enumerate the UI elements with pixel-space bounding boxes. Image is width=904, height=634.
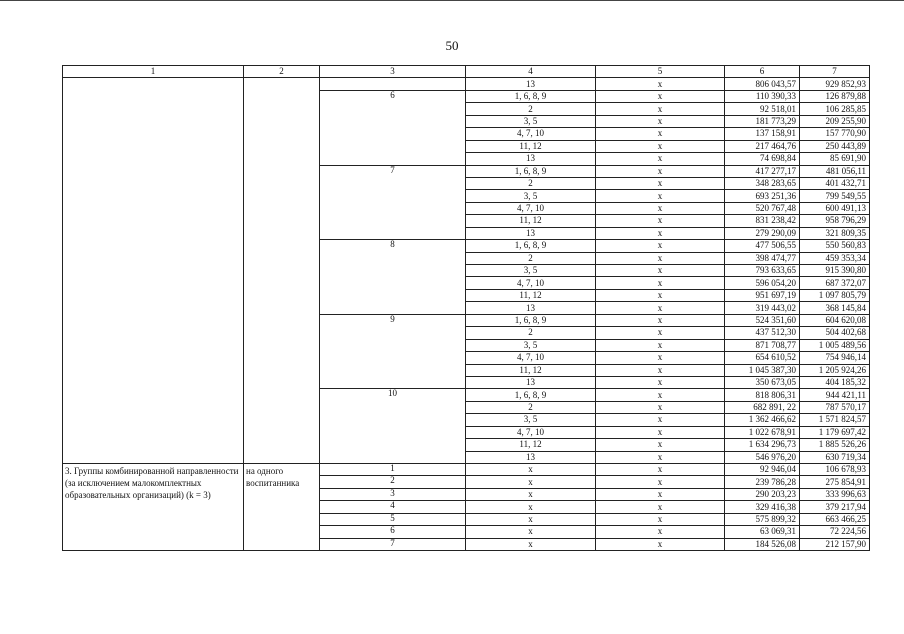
value-cell: 290 203,23 — [725, 488, 800, 500]
value-cell: 368 145,84 — [800, 302, 870, 314]
value-cell: 481 056,11 — [800, 165, 870, 177]
value-cell: 404 185,32 — [800, 376, 870, 388]
header-row — [63, 66, 870, 78]
value-cell: 546 976,20 — [725, 451, 800, 463]
category-cell: 3. Группы комбинированной направленности (за исключением малокомплектных образовательных организаций) (k = 3) — [63, 464, 244, 551]
value-cell: 74 698,84 — [725, 153, 800, 165]
mark-cell: x — [596, 140, 725, 152]
value-cell: 693 251,36 — [725, 190, 800, 202]
group-number-cell — [320, 78, 466, 90]
page-number: 50 — [445, 38, 459, 53]
value-cell: 687 372,07 — [800, 277, 870, 289]
code-cell: 2 — [466, 103, 596, 115]
mark-cell: x — [596, 389, 725, 401]
mark-cell: x — [596, 364, 725, 376]
mark-cell: x — [596, 376, 725, 388]
value-cell: 1 205 924,26 — [800, 364, 870, 376]
group-number-cell: 6 — [320, 90, 466, 165]
value-cell: 184 526,08 — [725, 538, 800, 550]
mark-cell: x — [596, 90, 725, 102]
group-number-cell: 6 — [320, 526, 466, 538]
mark-cell: x — [596, 464, 725, 476]
value-cell: 437 512,30 — [725, 327, 800, 339]
header-cell: 6 — [725, 66, 800, 78]
code-cell: 4, 7, 10 — [466, 352, 596, 364]
value-cell: 321 809,35 — [800, 227, 870, 239]
mark-cell: x — [596, 302, 725, 314]
code-cell: 3, 5 — [466, 265, 596, 277]
value-cell: 157 770,90 — [800, 128, 870, 140]
group-number-cell: 8 — [320, 240, 466, 315]
header-cell: 5 — [596, 66, 725, 78]
unit-cell: на одного воспитанника — [244, 464, 320, 551]
code-cell: 4, 7, 10 — [466, 202, 596, 214]
code-cell: x — [466, 501, 596, 513]
value-cell: 604 620,08 — [800, 314, 870, 326]
value-cell: 217 464,76 — [725, 140, 800, 152]
value-cell: 630 719,34 — [800, 451, 870, 463]
code-cell: 11, 12 — [466, 215, 596, 227]
code-cell: 3, 5 — [466, 339, 596, 351]
value-cell: 181 773,29 — [725, 115, 800, 127]
value-cell: 1 634 296,73 — [725, 439, 800, 451]
mark-cell: x — [596, 202, 725, 214]
code-cell: 11, 12 — [466, 364, 596, 376]
code-cell: 3, 5 — [466, 115, 596, 127]
code-cell: 3, 5 — [466, 190, 596, 202]
code-cell: 1, 6, 8, 9 — [466, 389, 596, 401]
value-cell: 1 362 466,62 — [725, 414, 800, 426]
value-cell: 401 432,71 — [800, 177, 870, 189]
value-cell: 754 946,14 — [800, 352, 870, 364]
value-cell: 524 351,60 — [725, 314, 800, 326]
mark-cell: x — [596, 414, 725, 426]
value-cell: 250 443,89 — [800, 140, 870, 152]
value-cell: 818 806,31 — [725, 389, 800, 401]
value-cell: 1 571 824,57 — [800, 414, 870, 426]
code-cell: 1, 6, 8, 9 — [466, 240, 596, 252]
group-number-cell: 7 — [320, 165, 466, 240]
code-cell: x — [466, 464, 596, 476]
value-cell: 275 854,91 — [800, 476, 870, 488]
value-cell: 831 238,42 — [725, 215, 800, 227]
value-cell: 63 069,31 — [725, 526, 800, 538]
code-cell: 13 — [466, 153, 596, 165]
group-number-cell: 1 — [320, 464, 466, 476]
code-cell: x — [466, 513, 596, 525]
value-cell: 459 353,34 — [800, 252, 870, 264]
mark-cell: x — [596, 314, 725, 326]
code-cell: 2 — [466, 177, 596, 189]
mark-cell: x — [596, 501, 725, 513]
code-cell: x — [466, 526, 596, 538]
value-cell: 575 899,32 — [725, 513, 800, 525]
mark-cell: x — [596, 227, 725, 239]
group-number-cell: 2 — [320, 476, 466, 488]
value-cell: 239 786,28 — [725, 476, 800, 488]
mark-cell: x — [596, 476, 725, 488]
value-cell: 1 179 697,42 — [800, 426, 870, 438]
mark-cell: x — [596, 439, 725, 451]
value-cell: 85 691,90 — [800, 153, 870, 165]
mark-cell: x — [596, 451, 725, 463]
data-table — [62, 65, 870, 551]
code-cell: x — [466, 538, 596, 550]
value-cell: 944 421,11 — [800, 389, 870, 401]
mark-cell: x — [596, 190, 725, 202]
value-cell: 137 158,91 — [725, 128, 800, 140]
value-cell: 333 996,63 — [800, 488, 870, 500]
value-cell: 92 946,04 — [725, 464, 800, 476]
mark-cell: x — [596, 513, 725, 525]
code-cell: 13 — [466, 302, 596, 314]
code-cell: 2 — [466, 252, 596, 264]
group-number-cell: 3 — [320, 488, 466, 500]
value-cell: 110 390,33 — [725, 90, 800, 102]
value-cell: 799 549,55 — [800, 190, 870, 202]
value-cell: 212 157,90 — [800, 538, 870, 550]
group-number-cell: 5 — [320, 513, 466, 525]
value-cell: 72 224,56 — [800, 526, 870, 538]
value-cell: 1 885 526,26 — [800, 439, 870, 451]
mark-cell: x — [596, 352, 725, 364]
mark-cell: x — [596, 215, 725, 227]
mark-cell: x — [596, 265, 725, 277]
value-cell: 379 217,94 — [800, 501, 870, 513]
mark-cell: x — [596, 401, 725, 413]
value-cell: 596 054,20 — [725, 277, 800, 289]
value-cell: 504 402,68 — [800, 327, 870, 339]
mark-cell: x — [596, 115, 725, 127]
mark-cell: x — [596, 339, 725, 351]
value-cell: 915 390,80 — [800, 265, 870, 277]
group-number-cell: 7 — [320, 538, 466, 550]
code-cell: 3, 5 — [466, 414, 596, 426]
mark-cell: x — [596, 426, 725, 438]
mark-cell: x — [596, 252, 725, 264]
code-cell: 13 — [466, 227, 596, 239]
code-cell: 4, 7, 10 — [466, 277, 596, 289]
code-cell: 11, 12 — [466, 140, 596, 152]
value-cell: 871 708,77 — [725, 339, 800, 351]
value-cell: 350 673,05 — [725, 376, 800, 388]
unit-cell — [244, 78, 320, 464]
mark-cell: x — [596, 538, 725, 550]
group-number-cell: 9 — [320, 314, 466, 389]
value-cell: 654 610,52 — [725, 352, 800, 364]
group-number-cell: 4 — [320, 501, 466, 513]
value-cell: 929 852,93 — [800, 78, 870, 90]
value-cell: 682 891, 22 — [725, 401, 800, 413]
value-cell: 1 005 489,56 — [800, 339, 870, 351]
group-number-cell: 10 — [320, 389, 466, 464]
value-cell: 951 697,19 — [725, 289, 800, 301]
page-edge — [0, 0, 904, 1]
code-cell: 13 — [466, 78, 596, 90]
mark-cell: x — [596, 289, 725, 301]
mark-cell: x — [596, 177, 725, 189]
value-cell: 806 043,57 — [725, 78, 800, 90]
code-cell: x — [466, 476, 596, 488]
value-cell: 398 474,77 — [725, 252, 800, 264]
mark-cell: x — [596, 78, 725, 90]
code-cell: 2 — [466, 327, 596, 339]
value-cell: 520 767,48 — [725, 202, 800, 214]
code-cell: 2 — [466, 401, 596, 413]
value-cell: 1 045 387,30 — [725, 364, 800, 376]
value-cell: 329 416,38 — [725, 501, 800, 513]
value-cell: 1 097 805,79 — [800, 289, 870, 301]
mark-cell: x — [596, 277, 725, 289]
table-row — [63, 464, 870, 476]
value-cell: 600 491,13 — [800, 202, 870, 214]
mark-cell: x — [596, 488, 725, 500]
value-cell: 417 277,17 — [725, 165, 800, 177]
value-cell: 348 283,65 — [725, 177, 800, 189]
mark-cell: x — [596, 327, 725, 339]
code-cell: 13 — [466, 451, 596, 463]
value-cell: 787 570,17 — [800, 401, 870, 413]
mark-cell: x — [596, 103, 725, 115]
value-cell: 958 796,29 — [800, 215, 870, 227]
value-cell: 550 560,83 — [800, 240, 870, 252]
mark-cell: x — [596, 240, 725, 252]
code-cell: 4, 7, 10 — [466, 426, 596, 438]
code-cell: x — [466, 488, 596, 500]
value-cell: 279 290,09 — [725, 227, 800, 239]
code-cell: 1, 6, 8, 9 — [466, 314, 596, 326]
header-cell: 4 — [466, 66, 596, 78]
header-cell: 2 — [244, 66, 320, 78]
code-cell: 13 — [466, 376, 596, 388]
code-cell: 1, 6, 8, 9 — [466, 90, 596, 102]
value-cell: 477 506,55 — [725, 240, 800, 252]
value-cell: 209 255,90 — [800, 115, 870, 127]
table-row — [63, 78, 870, 90]
category-cell — [63, 78, 244, 464]
mark-cell: x — [596, 153, 725, 165]
mark-cell: x — [596, 165, 725, 177]
header-cell: 7 — [800, 66, 870, 78]
mark-cell: x — [596, 128, 725, 140]
value-cell: 106 285,85 — [800, 103, 870, 115]
value-cell: 793 633,65 — [725, 265, 800, 277]
code-cell: 4, 7, 10 — [466, 128, 596, 140]
value-cell: 92 518,01 — [725, 103, 800, 115]
code-cell: 1, 6, 8, 9 — [466, 165, 596, 177]
value-cell: 126 879,88 — [800, 90, 870, 102]
value-cell: 1 022 678,91 — [725, 426, 800, 438]
value-cell: 663 466,25 — [800, 513, 870, 525]
value-cell: 319 443,02 — [725, 302, 800, 314]
header-cell: 1 — [63, 66, 244, 78]
mark-cell: x — [596, 526, 725, 538]
value-cell: 106 678,93 — [800, 464, 870, 476]
header-cell: 3 — [320, 66, 466, 78]
code-cell: 11, 12 — [466, 289, 596, 301]
code-cell: 11, 12 — [466, 439, 596, 451]
